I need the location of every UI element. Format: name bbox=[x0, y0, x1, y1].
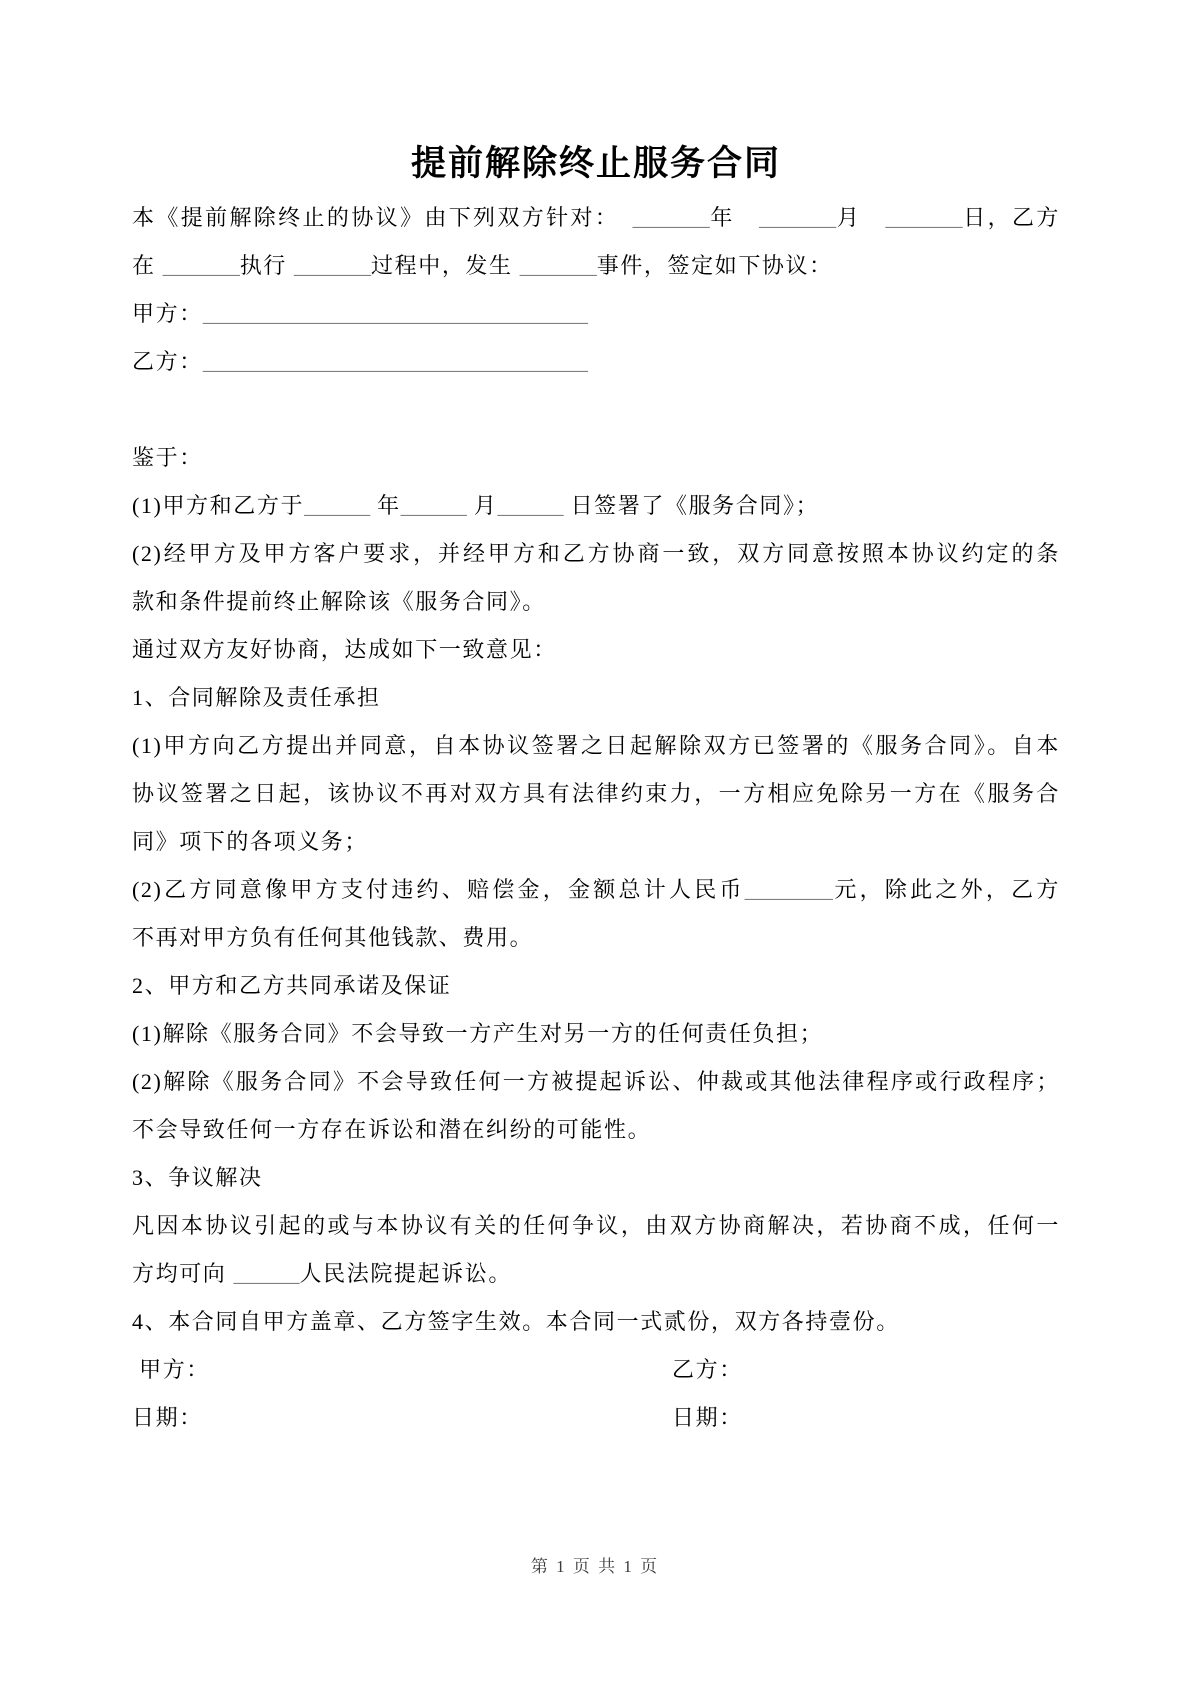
contract-text: 本《提前解除终止的协议》由下列双方针对： bbox=[132, 205, 633, 230]
contract-line bbox=[132, 770, 1060, 818]
contract-text: 日签署了《服务合同》； bbox=[563, 493, 820, 518]
contract-text: (2)乙方同意像甲方支付违约、赔偿金，金额总计人民币 bbox=[132, 877, 745, 902]
fill-in-blank-underline: ______ bbox=[304, 493, 371, 518]
contract-text: (1)甲方向乙方提出并同意，自本协议签署之日起解除双方已签署的《服务合同》。自本 bbox=[132, 733, 1060, 758]
contract-line bbox=[132, 290, 1060, 338]
fill-in-blank-underline: ______ bbox=[233, 1261, 300, 1286]
fill-in-blank-underline: _______ bbox=[759, 205, 837, 230]
contract-line bbox=[132, 578, 1060, 626]
contract-line bbox=[132, 962, 1060, 1010]
fill-in-blank-underline: _______ bbox=[162, 253, 240, 278]
fill-in-blank-underline: ___________________________________ bbox=[202, 349, 588, 374]
contract-line bbox=[132, 338, 1060, 386]
contract-text: 协议签署之日起，该协议不再对双方具有法律约束力，一方相应免除另一方在《服务合 bbox=[132, 781, 1060, 806]
contract-line bbox=[132, 866, 1060, 914]
contract-line bbox=[132, 914, 1060, 962]
document-body bbox=[132, 194, 1060, 1346]
contract-text: 凡因本协议引起的或与本协议有关的任何争议，由双方协商解决，若协商不成，任何一 bbox=[132, 1213, 1060, 1238]
party-a-date-label: 日期： bbox=[132, 1405, 203, 1430]
contract-text: 元，除此之外，乙方 bbox=[832, 877, 1060, 902]
fill-in-blank-underline: ______ bbox=[497, 493, 564, 518]
contract-text: 不会导致任何一方存在诉讼和潜在纠纷的可能性。 bbox=[132, 1117, 652, 1142]
contract-text: 月 bbox=[466, 493, 498, 518]
contract-text: 过程中，发生 bbox=[371, 253, 520, 278]
fill-in-blank-underline: ________ bbox=[744, 877, 833, 902]
contract-text: 1、合同解除及责任承担 bbox=[132, 685, 381, 710]
contract-text: 鉴于： bbox=[132, 445, 203, 470]
contract-line bbox=[132, 626, 1060, 674]
contract-text: 甲方： bbox=[132, 301, 203, 326]
contract-content bbox=[132, 134, 1060, 1442]
contract-line bbox=[132, 1298, 1060, 1346]
contract-line bbox=[132, 1058, 1060, 1106]
contract-line bbox=[132, 242, 1060, 290]
contract-line bbox=[132, 386, 1060, 434]
contract-line bbox=[132, 1106, 1060, 1154]
fill-in-blank-underline: _______ bbox=[294, 253, 372, 278]
contract-text: 人民法院提起诉讼。 bbox=[299, 1261, 512, 1286]
contract-text: 事件，签定如下协议： bbox=[596, 253, 833, 278]
signature-block bbox=[132, 1346, 1060, 1442]
party-b-date-label: 日期： bbox=[672, 1405, 743, 1430]
fill-in-blank-underline: ___________________________________ bbox=[202, 301, 588, 326]
party-b-signature-label: 乙方： bbox=[672, 1357, 743, 1382]
contract-text: 同》项下的各项义务； bbox=[132, 829, 369, 854]
party-a-signature-label: 甲方： bbox=[132, 1357, 210, 1382]
contract-line bbox=[132, 434, 1060, 482]
contract-text: 乙方： bbox=[132, 349, 203, 374]
contract-line bbox=[132, 1010, 1060, 1058]
document-title: 提前解除终止服务合同 bbox=[410, 144, 781, 183]
contract-line bbox=[132, 530, 1060, 578]
fill-in-blank-underline: _______ bbox=[885, 205, 963, 230]
contract-line bbox=[132, 722, 1060, 770]
contract-text: (1)解除《服务合同》不会导致一方产生对另一方的任何责任负担； bbox=[132, 1021, 824, 1046]
contract-text: 3、争议解决 bbox=[132, 1165, 263, 1190]
contract-text: 执行 bbox=[239, 253, 295, 278]
contract-text: (2)解除《服务合同》不会导致任何一方被提起诉讼、仲裁或其他法律程序或行政程序； bbox=[132, 1069, 1060, 1094]
contract-text: 款和条件提前终止解除该《服务合同》。 bbox=[132, 589, 546, 614]
contract-text: 不再对甲方负有任何其他钱款、费用。 bbox=[132, 925, 534, 950]
fill-in-blank-underline: ______ bbox=[400, 493, 467, 518]
page-number-footer: 第 1 页 共 1 页 bbox=[530, 1557, 660, 1576]
contract-line bbox=[132, 818, 1060, 866]
contract-text: 方均可向 bbox=[132, 1261, 234, 1286]
contract-line bbox=[132, 674, 1060, 722]
contract-text: 月 bbox=[836, 205, 886, 230]
contract-line bbox=[132, 1250, 1060, 1298]
contract-line bbox=[132, 1202, 1060, 1250]
contract-line bbox=[132, 1154, 1060, 1202]
contract-text: 在 bbox=[132, 253, 163, 278]
contract-text: 年 bbox=[709, 205, 760, 230]
contract-text: 通过双方友好协商，达成如下一致意见： bbox=[132, 637, 557, 662]
contract-text: (2)经甲方及甲方客户要求，并经甲方和乙方协商一致，双方同意按照本协议约定的条 bbox=[132, 541, 1060, 566]
contract-text: 4、本合同自甲方盖章、乙方签字生效。本合同一式贰份，双方各持壹份。 bbox=[132, 1309, 900, 1334]
contract-line bbox=[132, 194, 1060, 242]
contract-text: (1)甲方和乙方于 bbox=[132, 493, 305, 518]
contract-text: 年 bbox=[370, 493, 401, 518]
contract-line bbox=[132, 482, 1060, 530]
fill-in-blank-underline: _______ bbox=[632, 205, 710, 230]
contract-text: 日，乙方 bbox=[962, 205, 1060, 230]
fill-in-blank-underline: _______ bbox=[519, 253, 597, 278]
contract-text: 2、甲方和乙方共同承诺及保证 bbox=[132, 973, 452, 998]
